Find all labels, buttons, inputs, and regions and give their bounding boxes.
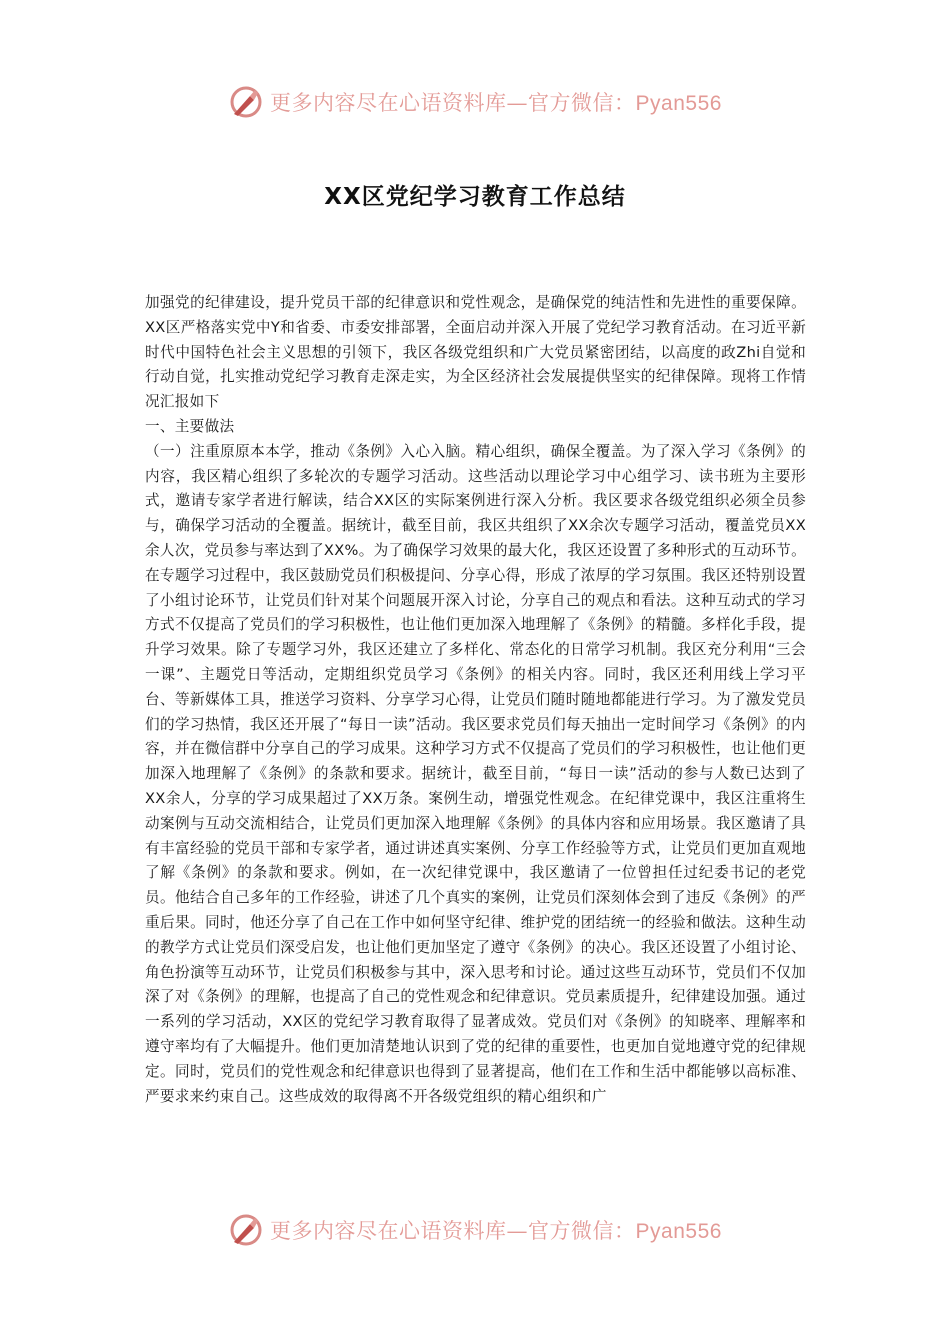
document-body [145,291,806,1191]
header-banner-wechat-id: Pyan556 [635,92,722,115]
body-paragraph: （一）注重原原本本学，推动《条例》入心入脑。精心组织，确保全覆盖。为了深入学习《条例》的内容，我区精心组织了多轮次的专题学习活动。这些活动以理论学习中心组学习、读书班为主要形式，邀请专家学者进行解读，结合XX区的实际案例进行深入分析。我区要求各级党组织必须全员参与，确保学习活动的全覆盖。据统计，截至目前，我区共组织了XX余次专题学习活动，覆盖党员XX余人次，党员参与率达到了XX%。为了确保学习效果的最大化，我区还设置了多种形式的互动环节。在专题学习过程中，我区鼓励党员们积极提问、分享心得，形成了浓厚的学习氛围。我区还特别设置了小组讨论环节，让党员们针对某个问题展开深入讨论，分享自己的观点和看法。这种互动式的学习方式不仅提高了党员们的学习积极性，也让他们更加深入地理解了《条例》的精髓。多样化手段，提升学习效果。除了专题学习外，我区还建立了多样化、常态化的日常学习机制。我区充分利用“三会一课”、主题党日等活动，定期组织党员学习《条例》的相关内容。同时，我区还利用线上学习平台、等新媒体工具，推送学习资料、分享学习心得，让党员们随时随地都能进行学习。为了激发党员们的学习热情，我区还开展了“每日一读”活动。我区要求党员们每天抽出一定时间学习《条例》的内容，并在微信群中分享自己的学习成果。这种学习方式不仅提高了党员们的学习积极性，也让他们更加深入地理解了《条例》的条款和要求。据统计，截至目前，“每日一读”活动的参与人数已达到了XX余人，分享的学习成果超过了XX万条。案例生动，增强党性观念。在纪律党课中，我区注重将生动案例与互动交流相结合，让党员们更加深入地理解《条例》的具体内容和应用场景。我区邀请了具有丰富经验的党员干部和专家学者，通过讲述真实案例、分享工作经验等方式，让党员们更加直观地了解《条例》的条款和要求。例如，在一次纪律党课中，我区邀请了一位曾担任过纪委书记的老党员。他结合自己多年的工作经验，讲述了几个真实的案例，让党员们深刻体会到了违反《条例》的严重后果。同时，他还分享了自己在工作中如何坚守纪律、维护党的团结统一的经验和做法。这种生动的教学方式让党员们深受启发，也让他们更加坚定了遵守《条例》的决心。我区还设置了小组讨论、角色扮演等互动环节，让党员们积极参与其中，深入思考和讨论。通过这些互动环节，党员们不仅加深了对《条例》的理解，也提高了自己的党性观念和纪律意识。党员素质提升，纪律建设加强。通过一系列的学习活动，XX区的党纪学习教育取得了显著成效。党员们对《条例》的知晓率、理解率和遵守率均有了大幅提升。他们更加清楚地认识到了党的纪律的重要性，也更加自觉地遵守党的纪律规定。同时，党员们的党性观念和纪律意识也得到了显著提高，他们在工作和生活中都能够以高标准、严要求来约束自己。这些成效的取得离不开各级党组织的精心组织和广 [145,442,806,1105]
pen-circle-logo-icon [228,84,264,120]
document-title: XX区党纪学习教育工作总结 [324,184,626,210]
header-banner-text [270,87,722,117]
header-banner [0,80,950,124]
footer-banner [0,1208,950,1252]
header-banner-label: 更多内容尽在心语资料库—官方微信： [270,91,636,115]
pen-circle-logo-icon [228,1212,264,1248]
footer-banner-text [270,1215,722,1245]
footer-banner-wechat-id: Pyan556 [635,1220,722,1243]
section-heading: 一、主要做法 [145,417,235,435]
footer-banner-label: 更多内容尽在心语资料库—官方微信： [270,1219,636,1243]
intro-paragraph: 加强党的纪律建设，提升党员干部的纪律意识和党性观念，是确保党的纯洁性和先进性的重要保障。XX区严格落实党中Y和省委、市委安排部署，全面启动并深入开展了党纪学习教育活动。在习近平新时代中国特色社会主义思想的引领下，我区各级党组织和广大党员紧密团结，以高度的政Zhi自觉和行动自觉，扎实推动党纪学习教育走深走实，为全区经济社会发展提供坚实的纪律保障。现将工作情况汇报如下 [145,294,806,411]
